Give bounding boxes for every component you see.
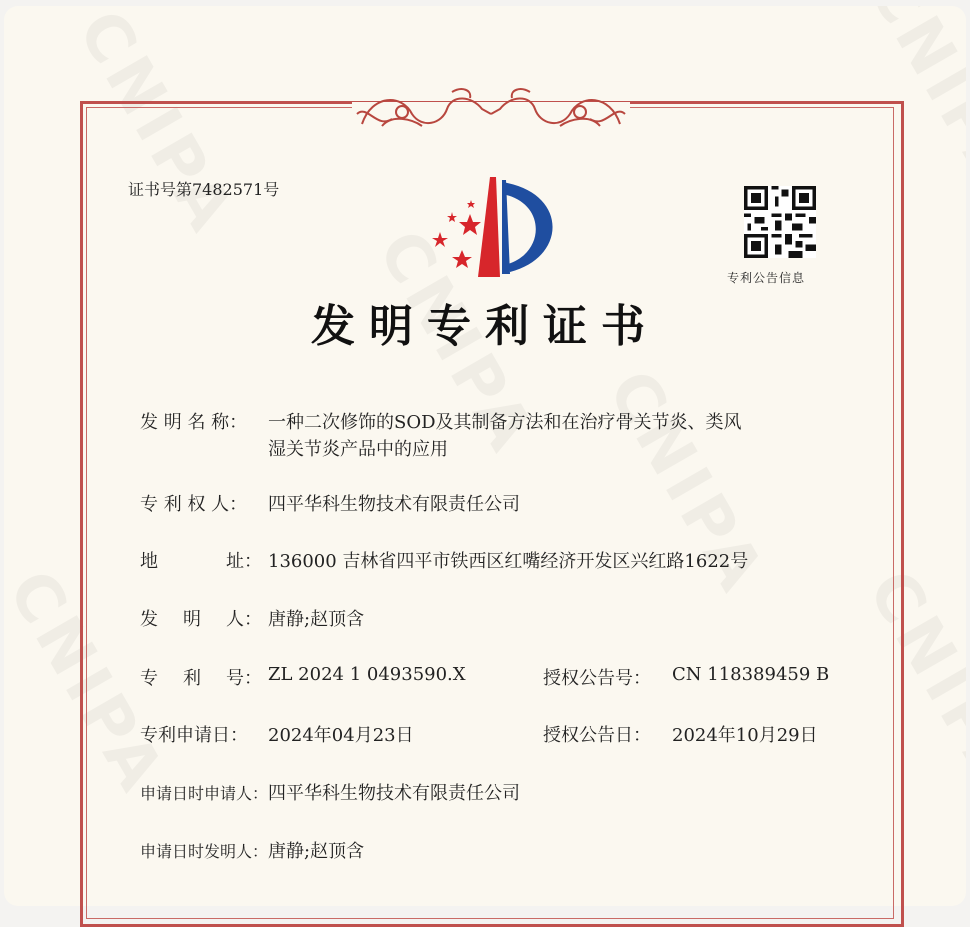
label-part: 号： (226, 668, 262, 689)
field-label: 授权公告号： (543, 668, 651, 689)
field-label: 授权公告日： (543, 725, 651, 746)
field-label (140, 664, 268, 690)
field-value: 136000 吉林省四平市铁西区红嘴经济开发区兴红路1622号 (268, 551, 749, 572)
field-value: 唐静;赵顶含 (268, 841, 365, 862)
field-value: 湿关节炎产品中的应用 (268, 439, 448, 460)
field-value: 2024年10月29日 (672, 725, 818, 746)
label-part: 利 (183, 668, 201, 689)
field-label: 专利申请日： (140, 725, 248, 746)
field-value: 2024年04月23日 (268, 725, 414, 746)
field-label: 申请日时申请人： (140, 784, 269, 803)
ornament-icon (352, 84, 630, 134)
label-part: 人： (226, 609, 262, 630)
field-label (140, 547, 268, 573)
qr-code[interactable] (744, 186, 816, 258)
field-value: CN 118389459 B (672, 664, 830, 685)
qr-label: 专利公告信息 (727, 271, 806, 285)
certificate-number: 证书号第7482571号 (128, 180, 280, 199)
label-part: 明 (183, 609, 201, 630)
label-part: 址： (226, 551, 262, 572)
field-value: 四平华科生物技术有限责任公司 (268, 494, 520, 515)
field-label: 申请日时发明人： (140, 842, 269, 861)
field-value: 唐静;赵顶含 (268, 609, 365, 630)
field-value: 一种二次修饰的SOD及其制备方法和在治疗骨关节炎、类风 (268, 412, 742, 433)
label-part: 专 (140, 668, 158, 689)
field-label: 发 明 名 称： (140, 412, 248, 433)
page-title: 发明专利证书 (311, 301, 659, 352)
cnipa-logo-icon (418, 172, 568, 282)
label-part: 发 (140, 609, 158, 630)
field-label (140, 605, 268, 631)
field-value: ZL 2024 1 0493590.X (268, 664, 466, 685)
field-label: 专 利 权 人： (140, 494, 248, 515)
label-part: 地 (140, 551, 158, 572)
field-value: 四平华科生物技术有限责任公司 (268, 783, 520, 804)
